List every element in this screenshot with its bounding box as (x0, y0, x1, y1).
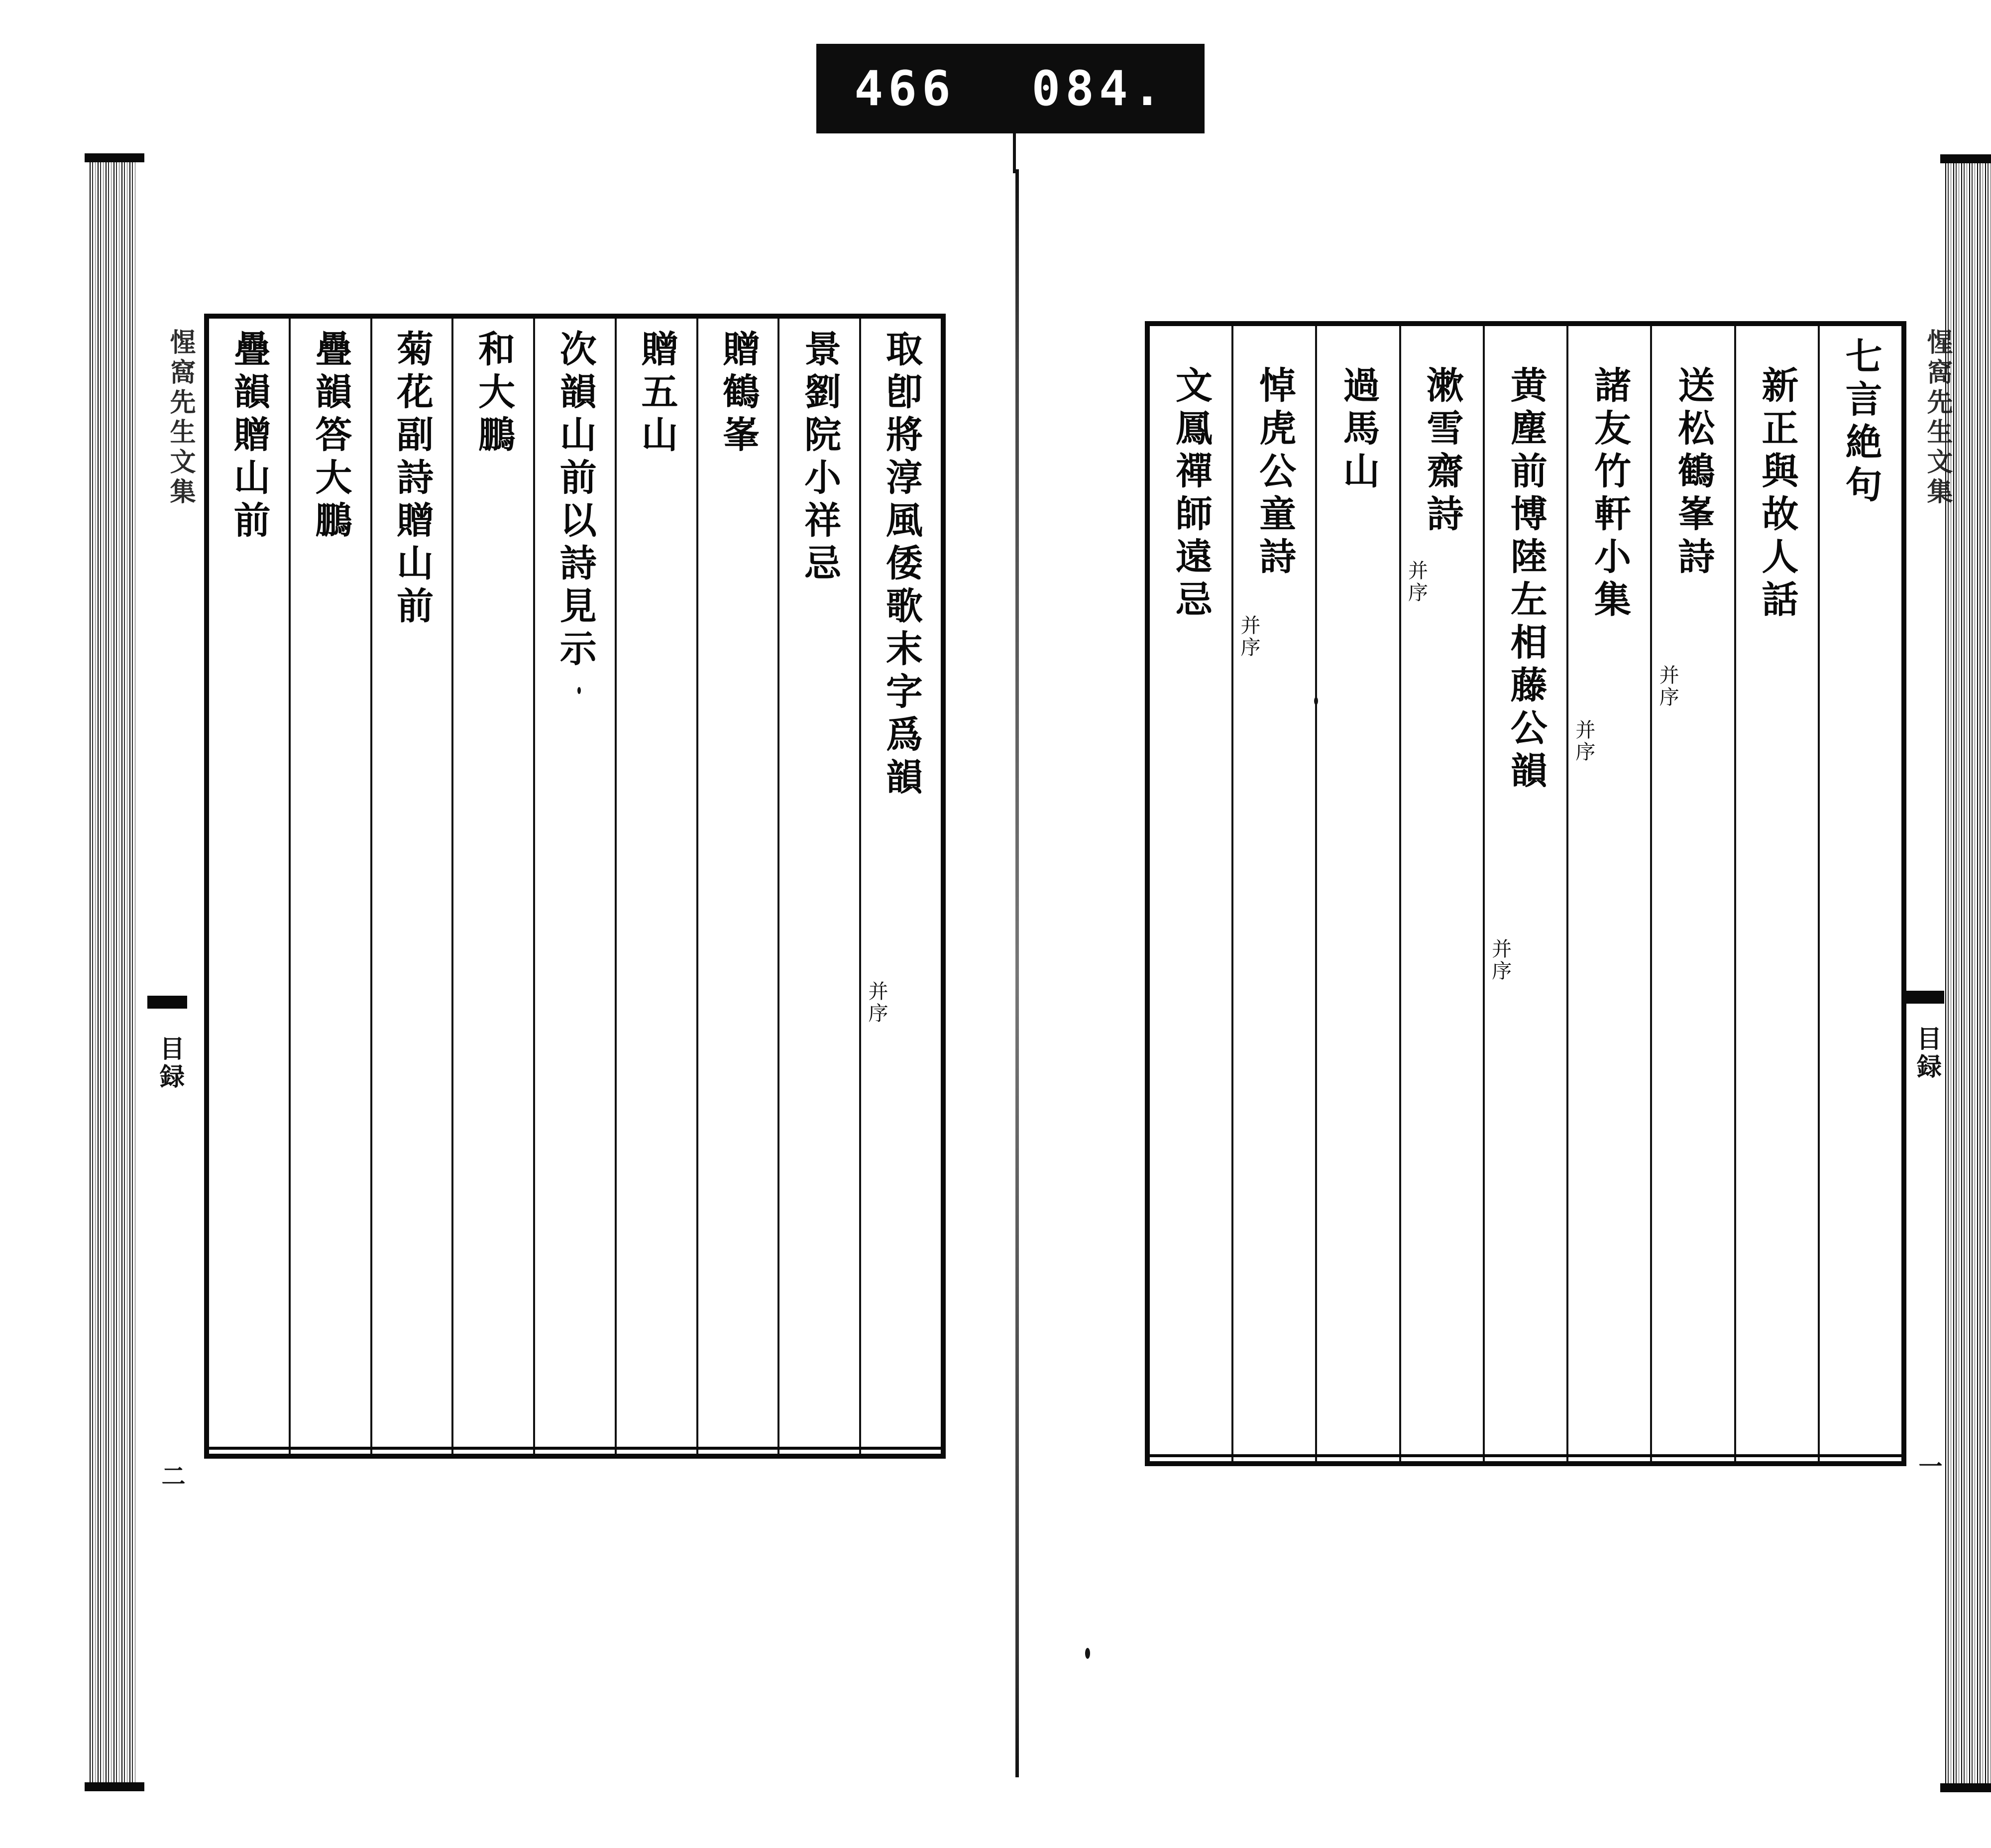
toc-entry: 諸友竹軒小集 (1588, 366, 1631, 623)
fishtail-mark-left (147, 996, 187, 1009)
text-block-left (204, 314, 946, 1459)
toc-entry: 贈鶴峯 (717, 330, 760, 458)
ink-speck (1085, 1648, 1090, 1659)
binding-edge-left (90, 159, 135, 1787)
toc-entry: 漱雪齋詩 (1421, 366, 1464, 537)
text-column (370, 319, 452, 1454)
text-column (696, 319, 778, 1454)
film-frame-number-left: 466 (854, 61, 956, 116)
toc-entry: 文鳳禪師遠忌 (1169, 366, 1213, 623)
folio-number-left: 二 (157, 1464, 185, 1488)
fishtail-mark-right (1904, 991, 1944, 1004)
leaf-right (1055, 149, 1991, 1792)
toc-entry: 黄塵前博陸左相藤公韻 (1504, 366, 1548, 794)
text-column (289, 319, 370, 1454)
edge-cap-left-bottom (85, 1782, 144, 1791)
toc-entry-note: 并序 (1656, 665, 1679, 708)
ink-speck (577, 687, 581, 694)
scanned-page (0, 149, 1991, 1792)
text-column (1818, 326, 1901, 1461)
text-column (451, 319, 533, 1454)
toc-entry: 和大鵬 (472, 330, 515, 458)
toc-entry: 次韻山前以詩見示 (553, 330, 597, 672)
toc-entry-note: 并序 (1572, 719, 1595, 763)
toc-entry: 悼虎公童詩 (1253, 366, 1297, 580)
book-gutter-fold (1015, 169, 1019, 1777)
margin-section-label-right: 目録 (1913, 1026, 1942, 1081)
folio-number-right: 一 (1914, 1454, 1942, 1478)
leaf-left (90, 149, 1010, 1792)
edge-cap-left-top (85, 153, 144, 162)
toc-entry: 疊韻答大鵬 (309, 330, 352, 544)
text-column (1566, 326, 1650, 1461)
margin-running-title-left: 惺窩先生文集 (165, 329, 196, 508)
toc-entry: 疊韻贈山前 (227, 330, 271, 544)
toc-entry: 取卽將淳風倭歌末字爲韻 (880, 330, 923, 801)
text-column (533, 319, 615, 1454)
toc-entry-note: 并序 (865, 981, 888, 1025)
text-column (1734, 326, 1818, 1461)
ink-speck (1314, 697, 1318, 705)
microfilm-frame-header (816, 44, 1205, 133)
edge-cap-right-bottom (1940, 1783, 1991, 1792)
text-column (1231, 326, 1315, 1461)
toc-entry: 七言絶句 (1839, 337, 1882, 508)
toc-entry: 景劉院小祥忌 (798, 330, 842, 586)
text-column (1399, 326, 1483, 1461)
text-column (615, 319, 696, 1454)
film-frame-number-right: 084. (1031, 61, 1167, 116)
text-column (859, 319, 941, 1454)
text-column (1483, 326, 1566, 1461)
text-column (1315, 326, 1399, 1461)
toc-entry: 菊花副詩贈山前 (391, 330, 434, 629)
text-column (1150, 326, 1231, 1461)
toc-entry-note: 并序 (1405, 560, 1428, 604)
text-column (209, 319, 289, 1454)
toc-entry-note: 并序 (1237, 615, 1261, 659)
text-column (777, 319, 859, 1454)
toc-entry: 贈五山 (635, 330, 678, 458)
margin-running-title-right: 惺窩先生文集 (1922, 329, 1953, 508)
text-block-right (1145, 321, 1906, 1466)
toc-entry: 送松鶴峯詩 (1672, 366, 1715, 580)
edge-cap-right-top (1940, 154, 1991, 163)
text-column (1650, 326, 1734, 1461)
toc-entry: 新正與故人話 (1756, 366, 1799, 623)
margin-section-label-left: 目録 (156, 1036, 185, 1091)
toc-entry: 過馬山 (1337, 366, 1380, 494)
toc-entry-note: 并序 (1488, 938, 1512, 982)
